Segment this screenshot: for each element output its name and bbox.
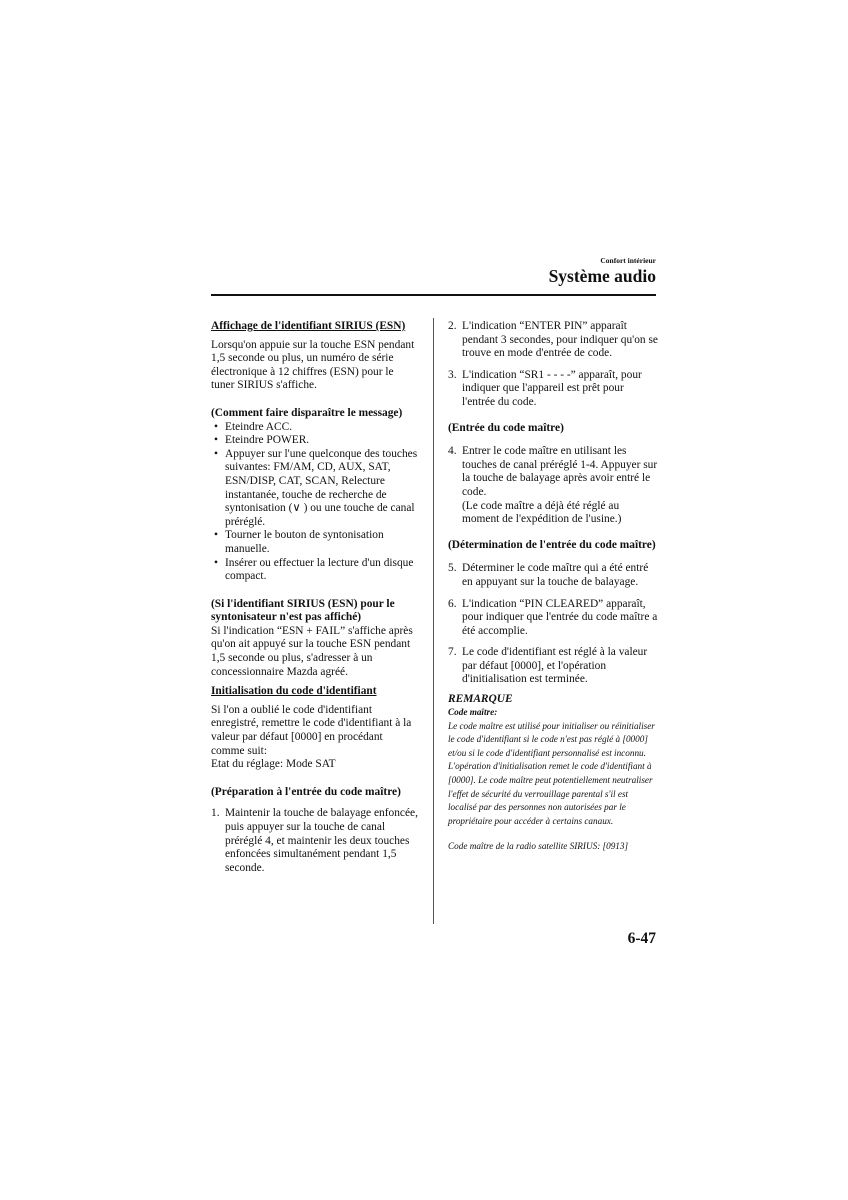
step-number: 6. bbox=[448, 597, 457, 610]
paragraph-esn-not-displayed: Si l'indication “ESN + FAIL” s'affiche après qu'on ait appuyé sur la touche ESN pendant 1,5 seconde ou plus, s'adresser à un concessionnaire Mazda agréé. bbox=[211, 624, 413, 678]
step-3 bbox=[448, 369, 658, 410]
step-text: L'indication “ENTER PIN” apparaît pendant 3 secondes, pour indiquer qu'on se trouve en mode d'entrée de code. bbox=[462, 320, 658, 360]
step-7 bbox=[448, 646, 658, 687]
heading-determine-master-code: (Détermination de l'entrée du code maître) bbox=[448, 538, 656, 551]
heading-clear-message: (Comment faire disparaître le message) bbox=[211, 406, 403, 419]
heading-enter-master-code: (Entrée du code maître) bbox=[448, 421, 564, 434]
list-item: • Eteindre POWER. bbox=[211, 434, 419, 448]
heading-esn-display: Affichage de l'identifiant SIRIUS (ESN) bbox=[211, 320, 406, 332]
page-number: 6-47 bbox=[627, 930, 656, 947]
bullet-list bbox=[211, 421, 419, 584]
step-text: L'indication “PIN CLEARED” apparaît, pour indiquer que l'entrée du code maître a été accomplie. bbox=[462, 597, 658, 637]
paragraph-esn-display: Lorsqu'on appuie sur la touche ESN pendant 1,5 seconde ou plus, un numéro de série électronique à 12 chiffres (ESN) pour le tuner SIRIUS s'affiche. bbox=[211, 338, 415, 392]
step-5 bbox=[448, 562, 658, 589]
step-text: Le code d'identifiant est réglé à la valeur par défaut [0000], et l'opération d'initialisation est terminée. bbox=[462, 646, 648, 686]
note-master-code: Code maître de la radio satellite SIRIUS: [0913] bbox=[448, 841, 629, 852]
note-subtitle: Code maître: bbox=[448, 706, 498, 717]
note-title: REMARQUE bbox=[448, 693, 513, 706]
step-text: Maintenir la touche de balayage enfoncée, puis appuyer sur la touche de canal préréglé 4, et maintenir les deux touches enfoncées simultanément pendant 1,5 seconde. bbox=[225, 807, 418, 874]
heading-esn-not-displayed: (Si l'identifiant SIRIUS (ESN) pour le syntonisateur n'est pas affiché) bbox=[211, 597, 395, 624]
page-title: Système audio bbox=[548, 266, 656, 286]
section-label: Confort intérieur bbox=[600, 256, 656, 265]
right-column bbox=[448, 320, 658, 854]
step-number: 2. bbox=[448, 320, 457, 332]
step-number: 5. bbox=[448, 562, 457, 575]
heading-id-init: Initialisation du code d'identifiant bbox=[211, 685, 377, 698]
left-column bbox=[211, 320, 419, 875]
header-rule bbox=[211, 294, 656, 296]
step-4 bbox=[448, 445, 658, 527]
step-text: L'indication “SR1 - - - -” apparaît, pour indiquer que l'appareil est prêt pour l'entrée du code. bbox=[462, 368, 642, 408]
note-body: Le code maître est utilisé pour initialiser ou réinitialiser le code d'identifiant si le code n'est pas réglé à [0000] et/ou si le code d'identifiant personnalisé est inconnu. L'opération d'initialisation remet le code d'identifiant à [0000]. Le code maître peut potentiellement neutraliser l'effet de sécurité du verrouillage parental s'il est localisé par des personnes non autorisées par le propriétaire pour accéder à certains canaux. bbox=[448, 720, 655, 826]
step-note: (Le code maître a déjà été réglé au moment de l'expédition de l'usine.) bbox=[462, 499, 622, 526]
step-number: 1. bbox=[211, 807, 220, 820]
heading-prep-master-code: (Préparation à l'entrée du code maître) bbox=[211, 785, 401, 798]
list-item: • Eteindre ACC. bbox=[211, 421, 419, 435]
step-text: Déterminer le code maître qui a été entré en appuyant sur la touche de balayage. bbox=[462, 562, 649, 588]
step-1 bbox=[211, 807, 419, 875]
step-2 bbox=[448, 320, 658, 361]
paragraph-id-init: Si l'on a oublié le code d'identifiant enregistré, remettre le code d'identifiant à la valeur par défaut [0000] en procédant comme suit: bbox=[211, 703, 412, 757]
step-6 bbox=[448, 598, 658, 639]
step-number: 4. bbox=[448, 445, 457, 458]
step-number: 7. bbox=[448, 646, 457, 659]
column-divider bbox=[433, 318, 434, 924]
list-item: • Appuyer sur l'une quelconque des touches suivantes: FM/AM, CD, AUX, SAT, ESN/DISP, CAT, SCAN, Relecture instantanée, touche de recherche de syntonisation (∨ ) ou une touche de canal préréglé. bbox=[211, 448, 419, 530]
list-item: • Tourner le bouton de syntonisation manuelle. bbox=[211, 529, 419, 556]
list-item: • Insérer ou effectuer la lecture d'un disque compact. bbox=[211, 557, 419, 584]
step-number: 3. bbox=[448, 368, 457, 381]
paragraph-setting-state: Etat du réglage: Mode SAT bbox=[211, 758, 336, 771]
step-text: Entrer le code maître en utilisant les touches de canal préréglé 1-4. Appuyer sur la touche de balayage après avoir entré le code. bbox=[462, 445, 658, 498]
